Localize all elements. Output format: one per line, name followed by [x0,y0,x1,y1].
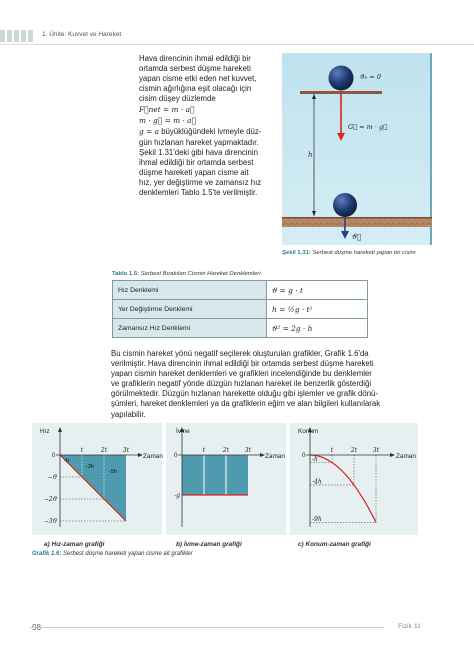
equation-net-force: F⃗net = m · a⃗ [139,105,195,115]
intro-line: büyüklüğündeki ivmeyle düz- [159,127,262,137]
graph-c-title: Konum-zaman grafiği [305,541,371,548]
origin-label: 0 [302,453,306,459]
graph-a-title: Hız-zaman grafiği [51,541,105,548]
paragraph-line: görülmektedir. Düzgün hızlanan harekette olduğu gibi işlemler ve grafik dönü- [111,389,378,399]
weight-arrow-head [337,133,345,141]
ball-top [329,66,354,91]
table-row [113,281,368,300]
table-cell-formula: ϑ = g · t [267,281,368,300]
graph-a-caption [44,541,104,548]
graph-figure-text: Serbest düşme hareketi yapan cisme ait grafikler [63,551,193,557]
graph-a-letter: a) [44,541,50,548]
footer-divider [30,627,384,628]
table-cell-label: Hız Denklemi [113,281,267,300]
x-axis-label: Zaman [143,453,163,460]
graph-b-caption [176,541,242,548]
free-fall-figure [282,53,432,245]
y-axis-label: Konum [298,428,319,435]
figure-131-text: Serbest düşme hareketi yapan bir cisim [312,250,416,256]
paragraph-line: yapılabilir. [111,409,146,419]
velocity-label: ϑ⃗ [352,233,362,241]
x-tick-label: t [80,447,84,454]
graph-c-caption [298,541,371,548]
intro-text [139,54,269,198]
table-cell-label: Zamansız Hız Denklemi [113,319,267,338]
figure-131-label: Şekil 1.31: [282,250,311,256]
paragraph-line: Bu cismin hareket yönü negatif seçilerek oluşturulan grafikler, Grafik 1.6'da [111,349,369,358]
graph-b-letter: b) [176,541,183,548]
y-tick-label: -g [174,492,180,499]
paragraph-line: yapan cismin hareket denklemleri ve grafikleri incelendiğinde bu denklemler [111,369,372,379]
header-divider [0,44,474,45]
weight-label: G⃗ = m · g⃗ [348,123,388,131]
unit-title: 1. Ünite: Kuvvet ve Hareket [42,31,122,38]
x-tick-label: 2t [222,447,230,454]
table-row [113,319,368,338]
body-paragraph [111,349,433,420]
x-tick-label: 2t [100,447,108,454]
free-fall-illustration [282,53,432,245]
intro-line: cismin ağırlığına eşit olacağı için [139,84,252,94]
intro-line: düşme hareketi yapan cisme ait [139,167,249,177]
x-tick-label: 2t [350,447,358,454]
y-tick-label: -4h [312,478,322,486]
y-tick-label: −3ϑ [43,518,57,525]
x-tick-label: t [202,447,206,454]
ball-bottom [333,193,357,217]
y-tick-label: −2ϑ [43,496,57,503]
intro-line: gün hızlanan hareket yapmaktadır. [139,137,259,147]
area-label: -3h [86,464,95,470]
intro-line: denklemleri Tablo 1.5'te verilmiştir. [139,188,258,198]
y-tick-label: -h [312,456,318,463]
y-axis-label: İvme [176,428,190,435]
graph-figure-label: Grafik 1.6: [32,551,62,557]
table-title: Serbest Bırakılan Cismin Hareket Denklemleri [140,271,261,277]
x-axis-label: Zaman [265,453,285,460]
table-label: Tablo 1.5: [112,271,140,277]
intro-line: Hava direncinin ihmal edildiği bir [139,54,251,63]
motion-equations-table [112,280,368,338]
x-tick-label: 3t [122,447,130,454]
graphs-panel [0,423,474,541]
intro-line: hız, yer değiştirme ve zamansız hız [139,177,262,187]
table-caption [112,271,261,277]
header-decoration [0,30,40,42]
area-label: -h [64,458,69,464]
origin-label: 0 [52,453,56,459]
figure-131-caption [282,250,416,256]
table-row [113,300,368,319]
book-title: Fizik 11 [398,623,421,630]
x-tick-label: 3t [244,447,252,454]
origin-label: 0 [174,453,178,459]
intro-line: Şekil 1.31'deki gibi hava direncinin [139,147,258,157]
intro-line: ortamda serbest düşme hareketi [139,64,251,74]
x-tick-label: t [330,447,334,454]
graph-c-letter: c) [298,541,304,548]
table-cell-label: Yer Değiştirme Denklemi [113,300,267,319]
x-tick-label: 3t [372,447,380,454]
v0-label: ϑ₀ = 0 [360,73,381,81]
intro-line: cisim düşey düzlemde [139,94,216,104]
graph-b-title: İvme-zaman grafiği [183,541,242,548]
table-cell-formula: ϑ² = 2g · h [267,319,368,338]
equation-weight: m · g⃗ = m · a⃗ [139,116,197,126]
x-axis-label: Zaman [396,453,416,460]
acceleration-area [182,455,248,495]
height-label: h [308,151,313,159]
y-tick-label: −ϑ [47,474,57,481]
intro-line: yapan cisme etki eden net kuvvet, [139,74,257,84]
area-label: -5h [109,469,118,475]
y-axis-label: Hız [40,428,50,435]
table-cell-formula: h = ½g · t² [267,300,368,319]
paragraph-line: ve grafiklerin negatif yönde düzgün hızlanan hareket ile benzerlik gösterdiği [111,379,372,389]
paragraph-line: şümleri, hareket denklemleri ya da grafiklerin eğim ve alan bilgileri kullanılarak [111,399,381,409]
intro-line: ihmal edildiği bir ortamda serbest [139,157,254,167]
graph-figure-caption [32,551,193,557]
equation-g-equals-a: g = a [139,127,160,137]
y-tick-label: -9h [312,516,322,523]
paragraph-line: verilmiştir. Hava direncinin ihmal edildiği bir ortamda serbest düşme hareketi [111,359,374,369]
